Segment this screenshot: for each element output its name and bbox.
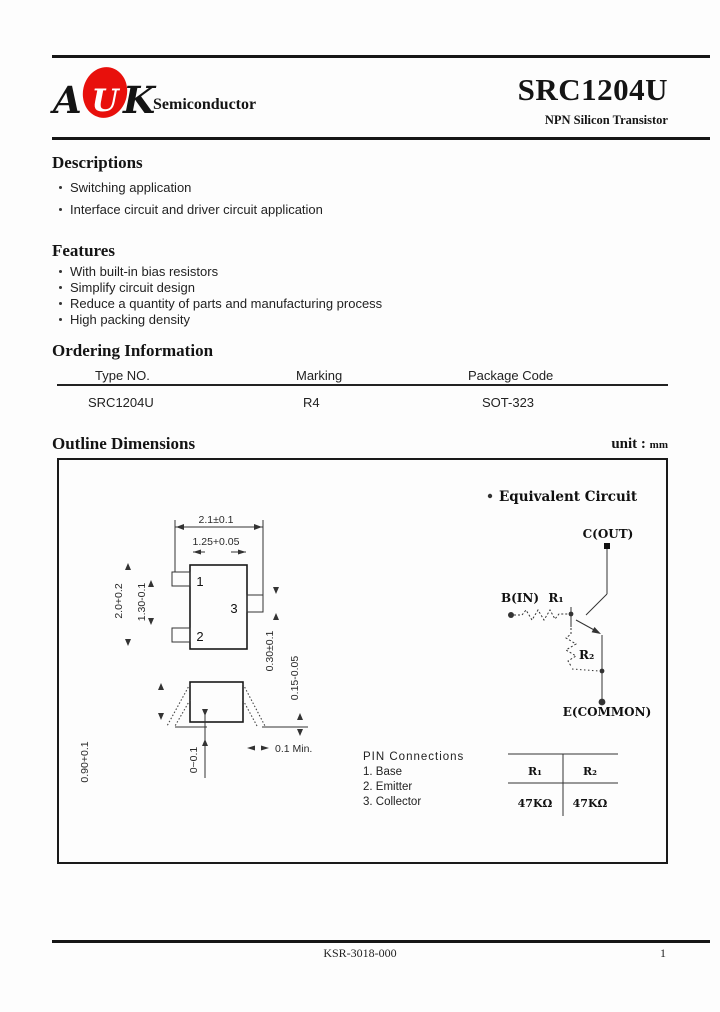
feature-item-text: High packing density: [70, 312, 190, 327]
equivalent-circuit: [488, 489, 651, 719]
pin1-lead: [172, 572, 190, 586]
base-label: B(IN): [500, 591, 540, 605]
unit-word: unit :: [611, 436, 646, 452]
dim-arrow: [193, 550, 201, 555]
side-body-outline: [190, 682, 243, 722]
descriptions-heading: Descriptions: [52, 153, 143, 172]
logo-letter-a: A: [53, 78, 82, 122]
feature-item-text: Reduce a quantity of parts and manufacturing process: [70, 296, 383, 311]
resistor-r2-zigzag: [566, 628, 576, 666]
document-number: KSR-3018-000: [323, 946, 397, 960]
pin2-lead: [172, 628, 190, 642]
part-number-title: SRC1204U: [517, 72, 668, 107]
pin2-number: 2: [196, 629, 204, 644]
dimension-ticks: [158, 683, 303, 751]
bullet-dot: [488, 494, 492, 498]
pin-connection-item: 3. Collector: [363, 796, 422, 808]
pin3-number: 3: [230, 601, 238, 616]
ordering-package-value: SOT-323: [482, 395, 535, 410]
dim-lead-thickness: 0.15-0.05: [289, 655, 301, 701]
collector-slant: [586, 594, 607, 615]
resistor-table: [508, 754, 618, 816]
header-bottom-rule: [52, 137, 710, 140]
dim-package-height: 0.90+0.1: [79, 741, 91, 783]
description-item: [59, 180, 191, 195]
feature-item: [59, 264, 218, 279]
dim-arrow: [254, 524, 262, 530]
feature-item-text: With built-in bias resistors: [70, 264, 219, 279]
junction-dot: [600, 669, 605, 674]
features-heading: Features: [52, 241, 115, 260]
feature-item: [59, 280, 195, 295]
bullet-dot: [59, 318, 62, 321]
pin-connections-title: PIN Connections: [363, 751, 465, 763]
feature-item: [59, 296, 382, 311]
pin3-lead: [247, 595, 263, 612]
bullet-dot: [59, 208, 62, 211]
unit-mm: mm: [649, 439, 668, 451]
description-item: [59, 202, 323, 217]
pin-connections: [363, 751, 464, 808]
unit-label: [611, 436, 668, 453]
dim-overall-height: 2.0+0.2: [113, 583, 125, 619]
feature-item-text: Simplify circuit design: [70, 280, 195, 295]
bullet-dot: [59, 286, 62, 289]
r1-value: 47KΩ: [517, 797, 553, 810]
pin-connection-item: 2. Emitter: [363, 781, 413, 793]
auk-logo: [52, 64, 352, 126]
outline-dimensions-box: [57, 458, 668, 864]
dim-lead-foot: 0.1 Min.: [275, 743, 313, 755]
ordering-col-marking: Marking: [296, 368, 343, 383]
logo-word: Semiconductor: [153, 96, 257, 113]
lead-profile-dotted: [175, 700, 190, 726]
pin-connection-item: 1. Base: [363, 766, 402, 778]
outline-heading: Outline Dimensions: [52, 434, 196, 453]
ordering-col-type: Type NO.: [95, 368, 150, 383]
dim-arrow: [238, 550, 246, 555]
r2-connector-dotted: [572, 669, 599, 671]
bullet-dot: [59, 302, 62, 305]
collector-terminal: [604, 543, 610, 549]
dim-body-width: 1.25+0.05: [192, 536, 240, 548]
lead-profile-dotted: [243, 700, 257, 726]
description-item-text: Interface circuit and driver circuit application: [70, 202, 323, 217]
equivalent-circuit-title: Equivalent Circuit: [499, 489, 638, 505]
device-subtitle: NPN Silicon Transistor: [544, 113, 668, 127]
feature-item: [59, 312, 190, 327]
package-top-view: [113, 514, 301, 700]
bullet-dot: [59, 186, 62, 189]
bullet-dot: [59, 270, 62, 273]
ordering-col-package: Package Code: [468, 368, 554, 383]
ordering-marking-value: R4: [303, 395, 320, 410]
resistor-r1-zigzag: [514, 610, 570, 620]
r2-label: R₂: [579, 648, 595, 662]
emitter-label: E(COMMON): [562, 705, 652, 719]
ordering-heading: Ordering Information: [52, 341, 214, 360]
collector-label: C(OUT): [582, 527, 634, 541]
footer-rule: [52, 940, 710, 943]
base-terminal-dot: [508, 612, 514, 618]
r2-header: R₂: [583, 765, 597, 778]
package-side-view: [79, 682, 312, 783]
pin1-number: 1: [196, 574, 204, 589]
ordering-table-rule: [57, 384, 668, 386]
r1-header: R₁: [528, 765, 542, 778]
page-number: 1: [660, 946, 666, 960]
description-item-text: Switching application: [70, 180, 192, 195]
dim-standoff: 0~0.1: [188, 746, 200, 774]
logo-letter-k: K: [123, 78, 156, 122]
dim-body-height: 1.30-0.1: [136, 582, 148, 622]
lead-profile-dotted: [167, 684, 190, 726]
header-top-rule: [52, 55, 710, 58]
ordering-type-value: SRC1204U: [88, 395, 154, 410]
logo-letter-u: U: [91, 83, 119, 119]
emitter-slant: [576, 620, 596, 631]
emitter-arrowhead: [592, 627, 601, 634]
outline-drawing: [59, 460, 666, 862]
lead-profile-dotted: [243, 684, 265, 726]
dim-arrow: [176, 524, 184, 530]
r2-value: 47KΩ: [572, 797, 608, 810]
dim-overall-width: 2.1±0.1: [198, 514, 234, 526]
r1-label: R₁: [548, 591, 564, 605]
dim-lead-width: 0.30±0.1: [264, 630, 276, 672]
